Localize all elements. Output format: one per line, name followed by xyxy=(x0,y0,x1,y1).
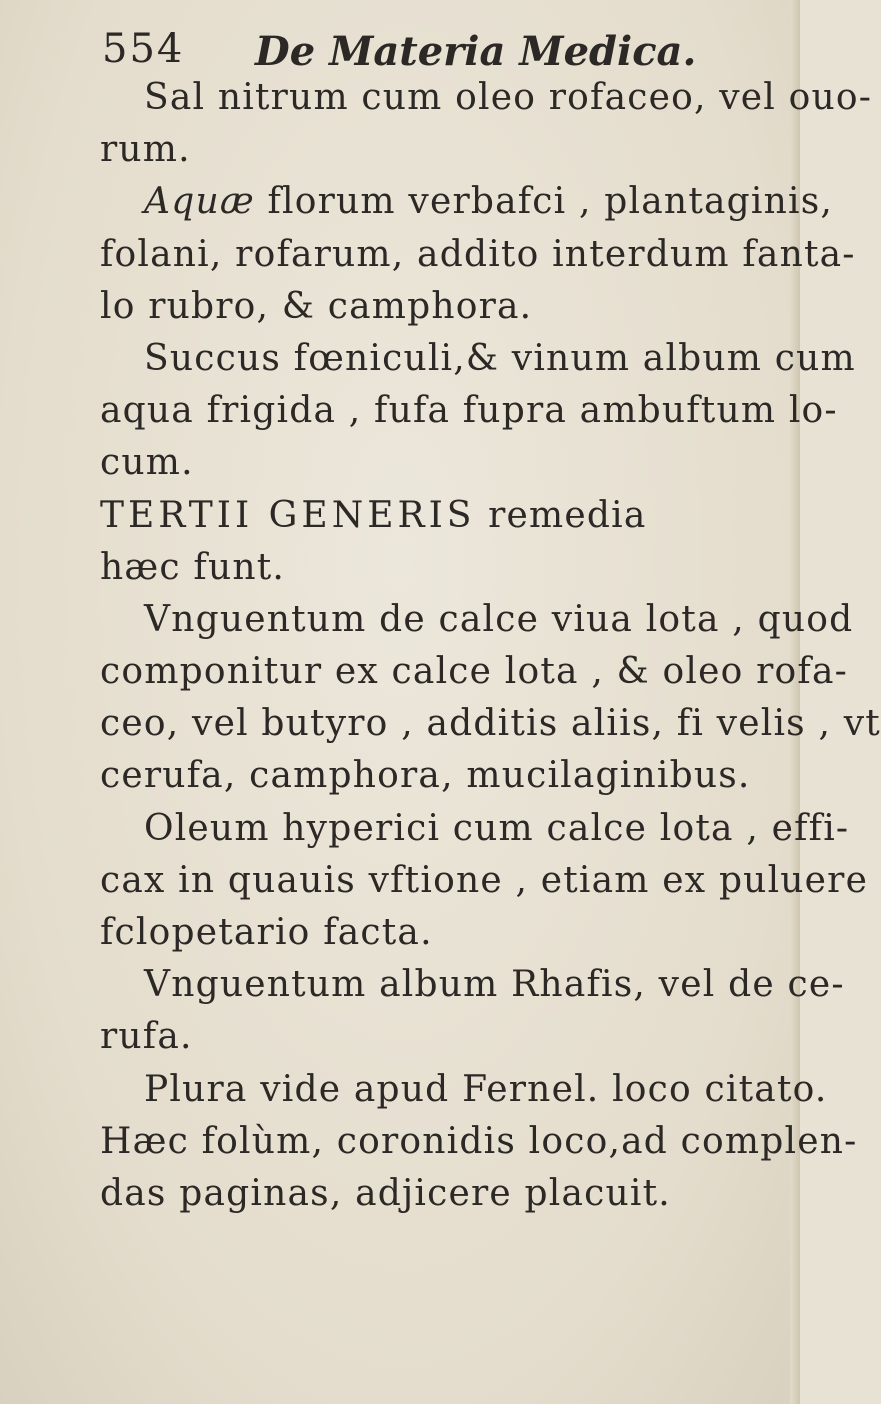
text-line: cerufa, camphora, mucilaginibus. xyxy=(100,755,751,797)
text-line: Vnguentum de calce viua lota , quod xyxy=(144,598,854,640)
text-line: hæc funt. xyxy=(100,546,286,588)
text-line: aqua frigida , fufa fupra ambuftum lo- xyxy=(100,390,838,432)
text-line: cum. xyxy=(100,442,194,484)
section-heading: TERTII GENERIS xyxy=(100,494,476,536)
text-line: ceo, vel butyro , additis aliis, fi velis , vt xyxy=(100,703,881,745)
page-number: 554 xyxy=(102,26,185,72)
text-line: Hæc folùm, coronidis loco,ad complen- xyxy=(100,1120,858,1162)
text-line: das paginas, adjicere placuit. xyxy=(100,1172,671,1214)
text-line: fclopetario facta. xyxy=(100,912,433,953)
text-line: Sal nitrum cum oleo rofaceo, vel ouo- xyxy=(144,77,873,118)
text-line: rufa. xyxy=(100,1016,193,1058)
text-line: Oleum hyperici cum calce lota , effi- xyxy=(144,807,850,849)
running-title: De Materia Medica. xyxy=(255,28,697,75)
italic-term: Aquæ xyxy=(144,181,255,223)
text-line: Succus fœniculi,& vinum album cum xyxy=(144,337,856,379)
text-line: lo rubro, & camphora. xyxy=(100,285,533,327)
body-text xyxy=(100,72,881,1220)
text-line: Vnguentum album Rhafis, vel de ce- xyxy=(144,964,845,1006)
text-line: rum. xyxy=(100,129,191,171)
text-line: cax in quauis vftione , etiam ex puluere xyxy=(100,859,869,901)
section-heading-line: TERTII GENERIS remedia xyxy=(100,494,647,536)
page-header xyxy=(100,22,780,74)
text-line: folani, rofarum, addito interdum fanta- xyxy=(100,233,856,275)
text-line: Plura vide apud Fernel. loco citato. xyxy=(144,1068,828,1110)
text-line: Aquæ florum verbafci , plantaginis, xyxy=(144,181,834,223)
text-line: componitur ex calce lota , & oleo rofa- xyxy=(100,651,848,693)
